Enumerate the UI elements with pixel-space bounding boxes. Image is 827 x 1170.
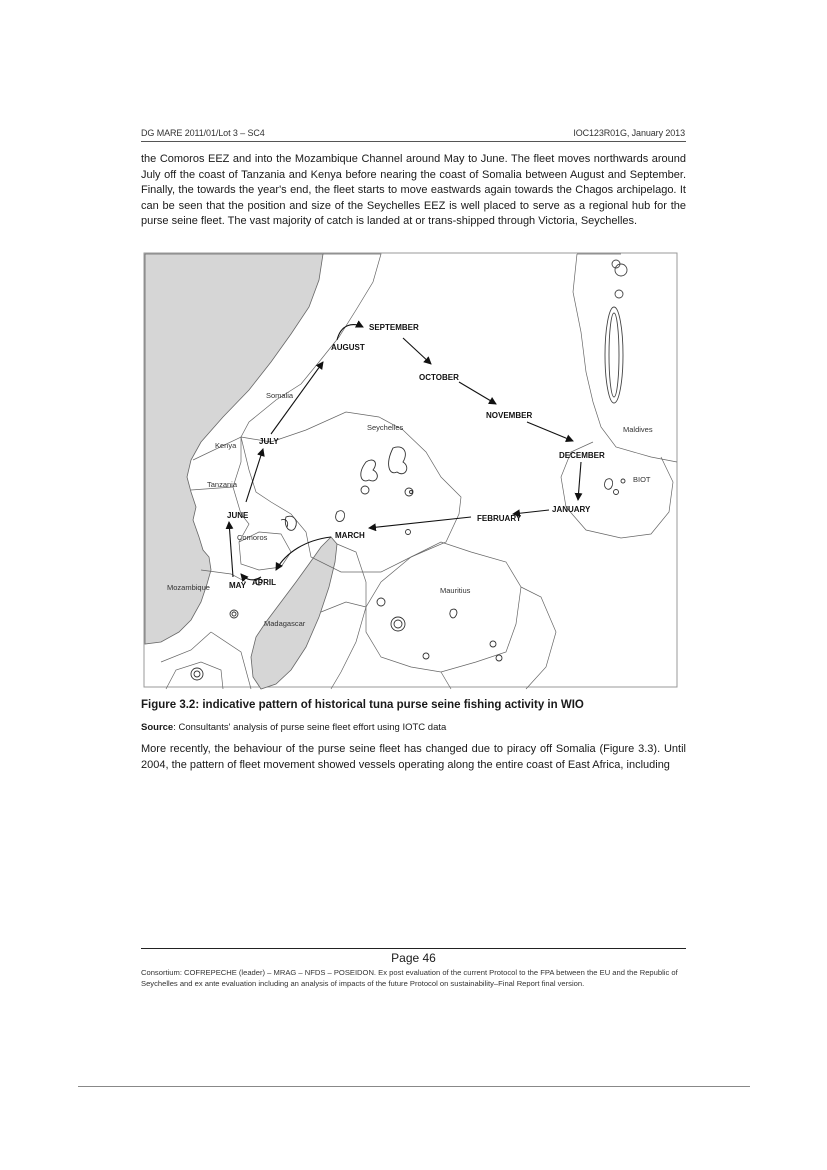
- label-november: NOVEMBER: [486, 411, 533, 420]
- source-label: Source: [141, 722, 174, 733]
- label-august: AUGUST: [331, 343, 365, 352]
- label-kenya: Kenya: [215, 441, 237, 450]
- label-march: MARCH: [335, 531, 365, 540]
- label-maldives: Maldives: [623, 425, 653, 434]
- label-january: JANUARY: [552, 505, 591, 514]
- label-biot: BIOT: [633, 475, 651, 484]
- header-rule: [141, 141, 686, 142]
- source-text: : Consultants' analysis of purse seine fleet effort using IOTC data: [173, 722, 447, 733]
- paragraph-1: the Comoros EEZ and into the Mozambique Channel around May to June. The fleet moves northwards around July off the coast of Tanzania and Kenya before nearing the coast of Somalia between August and September. Finally, the towards the year's end, the fleet starts to move eastwards again towards the Chagos archipelago. It can be seen that the position and size of the Seychelles EEZ is well placed to serve as a regional hub for the purse seine fleet. The vast majority of catch is landed at or trans-shipped through Victoria, Seychelles.: [141, 153, 686, 227]
- map-svg: [141, 252, 686, 690]
- figure-caption: Figure 3.2: indicative pattern of historical tuna purse seine fishing activity in WIO: [141, 699, 584, 711]
- header-left: DG MARE 2011/01/Lot 3 – SC4: [141, 128, 265, 138]
- label-may: MAY: [229, 581, 247, 590]
- paragraph-2: More recently, the behaviour of the purse seine fleet has changed due to piracy off Somalia (Figure 3.3). Until 2004, the pattern of fleet movement showed vessels operating along the entire coast of East Africa, including: [141, 743, 686, 771]
- footer-text: Consortium: COFREPECHE (leader) – MRAG – NFDS – POSEIDON. Ex post evaluation of the current Protocol to the FPA between the EU and the Republic of Seychelles and ex ante evaluation including an analysis of impacts of the future Protocol on sustainability–Final Report final version.: [141, 968, 678, 988]
- label-july: JULY: [259, 437, 279, 446]
- label-december: DECEMBER: [559, 451, 605, 460]
- header-right: IOC123R01G, January 2013: [573, 128, 685, 138]
- label-tanzania: Tanzania: [207, 480, 238, 489]
- label-mauritius: Mauritius: [440, 586, 471, 595]
- label-comoros: Comoros: [237, 533, 268, 542]
- label-october: OCTOBER: [419, 373, 459, 382]
- figure-source: [141, 722, 446, 733]
- label-september: SEPTEMBER: [369, 323, 419, 332]
- label-somalia: Somalia: [266, 391, 294, 400]
- footer-rule: [141, 948, 686, 949]
- page-number: Page 46: [391, 951, 436, 965]
- map-figure: [141, 252, 686, 690]
- label-seychelles: Seychelles: [367, 423, 404, 432]
- label-mozambique: Mozambique: [167, 583, 210, 592]
- label-february: FEBRUARY: [477, 514, 522, 523]
- bottom-rule: [78, 1086, 750, 1087]
- label-madagascar: Madagascar: [264, 619, 306, 628]
- label-june: JUNE: [227, 511, 249, 520]
- label-april: APRIL: [252, 578, 276, 587]
